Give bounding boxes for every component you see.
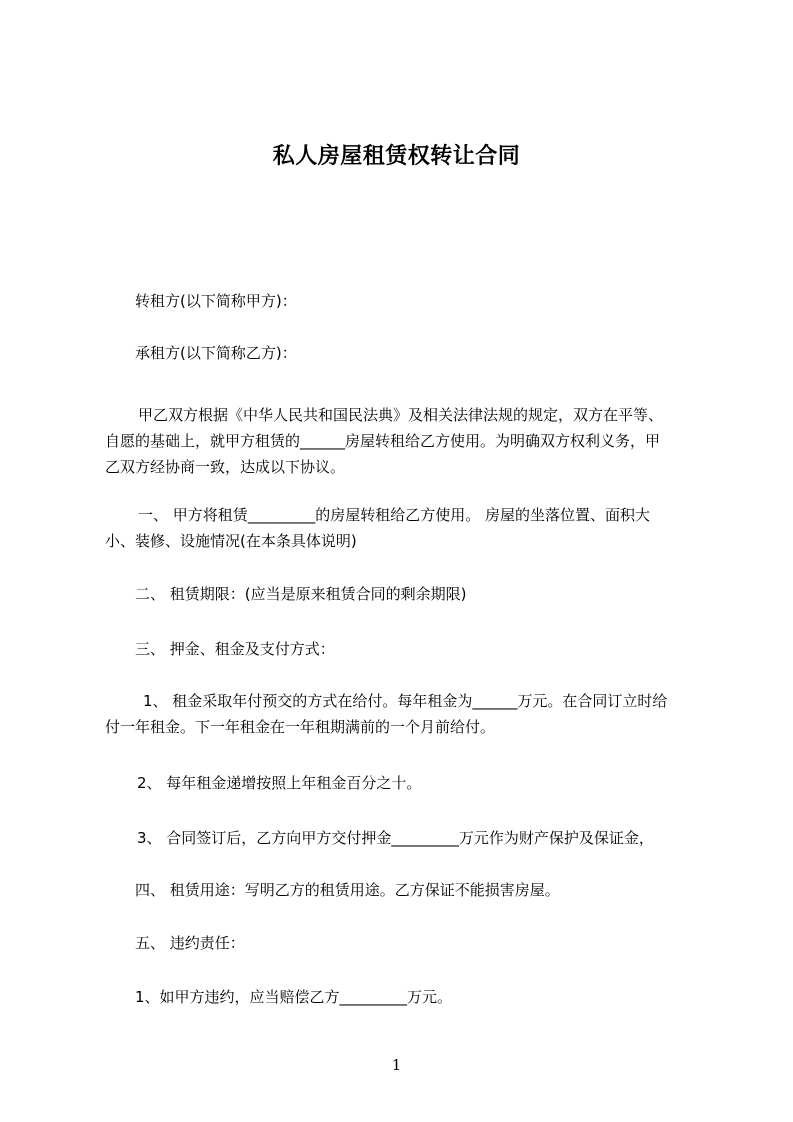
- preamble-line-3: 乙双方经协商一致，达成以下协议。: [105, 458, 346, 476]
- party-a-line: 转租方(以下简称甲方)：: [135, 292, 297, 310]
- clause-3-1-paragraph: [105, 688, 705, 740]
- document-title: 私人房屋租赁权转让合同: [272, 144, 521, 169]
- page-number: 1: [391, 1056, 402, 1074]
- clause-3-2-line: 2、 每年租金递增按照上年租金百分之十。: [137, 774, 422, 792]
- preamble-line-1: 甲乙双方根据《中华人民共和国民法典》及相关法律法规的规定，双方在平等、: [138, 406, 664, 424]
- clause-3-3-line: 3、 合同签订后，乙方向甲方交付押金_________万元作为财产保护及保证金，: [137, 829, 654, 847]
- clause-2-paragraph: [135, 581, 735, 607]
- clause-1-line-2: 小、装修、设施情况(在本条具体说明): [105, 532, 357, 550]
- clause-1-paragraph: [105, 502, 705, 554]
- clause-5-1-paragraph: [135, 984, 735, 1010]
- clause-3-paragraph: [135, 636, 735, 662]
- clause-5-paragraph: [135, 930, 735, 956]
- party-b-line: 承租方(以下简称乙方)：: [135, 344, 297, 362]
- party-a-paragraph: [135, 288, 735, 314]
- clause-3-line: 三、 押金、租金及支付方式：: [135, 640, 335, 658]
- preamble-paragraph: [105, 402, 705, 480]
- clause-2-line: 二、 租赁期限：(应当是原来租赁合同的剩余期限): [135, 585, 467, 603]
- clause-3-1-line-1: 1、 租金采取年付预交的方式在给付。每年租金为______万元。在合同订立时给: [143, 692, 668, 710]
- preamble-line-2: 自愿的基础上，就甲方租赁的______房屋转租给乙方使用。为明确双方权利义务，甲: [105, 432, 661, 450]
- clause-1-line-1: 一、 甲方将租赁_________的房屋转租给乙方使用。 房屋的坐落位置、面积大: [138, 506, 651, 524]
- clause-4-line: 四、 租赁用途：写明乙方的租赁用途。乙方保证不能损害房屋。: [135, 881, 560, 899]
- clause-4-paragraph: [135, 877, 735, 903]
- clause-3-3-paragraph: [137, 825, 737, 851]
- clause-5-line: 五、 违约责任：: [135, 934, 245, 952]
- clause-5-1-line: 1、如甲方违约，应当赔偿乙方_________万元。: [135, 988, 453, 1006]
- clause-3-2-paragraph: [137, 770, 737, 796]
- party-b-paragraph: [135, 340, 735, 366]
- clause-3-1-line-2: 付一年租金。下一年租金在一年租期满前的一个月前给付。: [105, 718, 496, 736]
